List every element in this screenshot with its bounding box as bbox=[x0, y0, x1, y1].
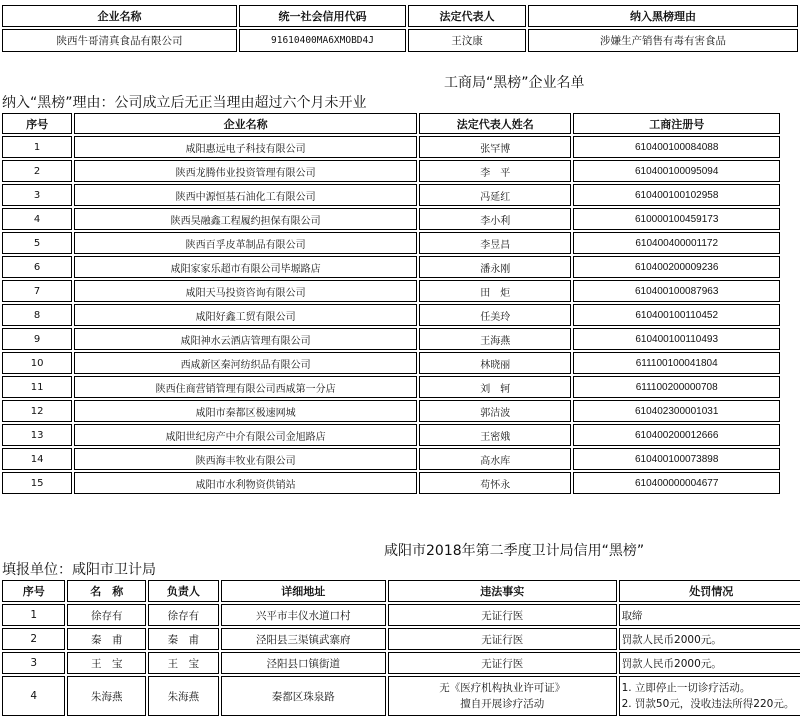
section-title: 工商局“黑榜”企业名单 bbox=[444, 75, 585, 91]
table-row bbox=[2, 280, 780, 302]
person-in-charge: 王 宝 bbox=[148, 652, 219, 674]
registration-number: 611100200000708 bbox=[573, 376, 780, 398]
row-number: 2 bbox=[2, 160, 72, 182]
registration-number: 611100100041804 bbox=[573, 352, 780, 374]
registration-number: 610400200009236 bbox=[573, 256, 780, 278]
violation-fact-line: 无《医疗机构执业许可证》 bbox=[439, 682, 566, 694]
column-header: 违法事实 bbox=[388, 580, 617, 602]
entity-name: 徐存有 bbox=[67, 604, 146, 626]
row-number: 5 bbox=[2, 232, 72, 254]
row-number: 2 bbox=[2, 628, 65, 650]
column-header: 序号 bbox=[2, 113, 72, 134]
registration-number: 610400100087963 bbox=[573, 280, 780, 302]
blacklist-food-table bbox=[0, 3, 800, 54]
credit-code: 91610400MA6XMOBD4J bbox=[239, 29, 406, 52]
violation-fact bbox=[388, 628, 617, 650]
registration-number: 610400400001172 bbox=[573, 232, 780, 254]
company-name: 陕西昊融鑫工程履约担保有限公司 bbox=[74, 208, 417, 230]
penalty-detail bbox=[619, 676, 800, 716]
violation-fact bbox=[388, 604, 617, 626]
column-header: 纳入黑榜理由 bbox=[528, 5, 798, 27]
business-blacklist-table bbox=[0, 111, 782, 496]
row-number: 7 bbox=[2, 280, 72, 302]
table-row bbox=[2, 676, 800, 716]
column-header: 名 称 bbox=[67, 580, 146, 602]
table-header-row bbox=[2, 5, 798, 27]
registration-number: 610402300001031 bbox=[573, 400, 780, 422]
column-header: 统一社会信用代码 bbox=[239, 5, 406, 27]
company-name: 西咸新区秦河纺织品有限公司 bbox=[74, 352, 417, 374]
health-blacklist-table bbox=[0, 578, 800, 718]
penalty-detail bbox=[619, 628, 800, 650]
entity-name: 王 宝 bbox=[67, 652, 146, 674]
violation-fact-line: 无证行医 bbox=[481, 633, 524, 646]
violation-fact-line: 擅自开展诊疗活动 bbox=[460, 698, 545, 710]
company-name: 咸阳市秦都区极速网城 bbox=[74, 400, 417, 422]
row-number: 8 bbox=[2, 304, 72, 326]
table-row bbox=[2, 304, 780, 326]
company-name: 咸阳惠远电子科技有限公司 bbox=[74, 136, 417, 158]
detailed-address: 泾阳县口镇街道 bbox=[221, 652, 386, 674]
legal-rep-name: 任美玲 bbox=[419, 304, 571, 326]
legal-rep-name: 林晓丽 bbox=[419, 352, 571, 374]
table-row bbox=[2, 136, 780, 158]
registration-number: 610400100095094 bbox=[573, 160, 780, 182]
table-row bbox=[2, 328, 780, 350]
legal-rep-name: 李昱昌 bbox=[419, 232, 571, 254]
column-header: 详细地址 bbox=[221, 580, 386, 602]
reporting-unit: 填报单位：咸阳市卫计局 bbox=[2, 562, 156, 578]
table-row bbox=[2, 448, 780, 470]
column-header: 法定代表人 bbox=[408, 5, 526, 27]
row-number: 1 bbox=[2, 604, 65, 626]
legal-rep-name: 李 平 bbox=[419, 160, 571, 182]
legal-rep-name: 郭洁波 bbox=[419, 400, 571, 422]
row-number: 9 bbox=[2, 328, 72, 350]
detailed-address: 兴平市丰仪水道口村 bbox=[221, 604, 386, 626]
table-row bbox=[2, 208, 780, 230]
legal-rep-name: 王密娥 bbox=[419, 424, 571, 446]
table-header-row bbox=[2, 113, 780, 134]
person-in-charge: 徐存有 bbox=[148, 604, 219, 626]
legal-rep-name: 王海燕 bbox=[419, 328, 571, 350]
legal-rep-name: 田 炬 bbox=[419, 280, 571, 302]
table-row bbox=[2, 472, 780, 494]
table-row bbox=[2, 160, 780, 182]
entity-name: 秦 甫 bbox=[67, 628, 146, 650]
table-row bbox=[2, 376, 780, 398]
column-header: 企业名称 bbox=[2, 5, 237, 27]
row-number: 3 bbox=[2, 184, 72, 206]
registration-number: 610400100073898 bbox=[573, 448, 780, 470]
violation-fact-line: 无证行医 bbox=[481, 657, 524, 670]
penalty-detail-line: 罚款人民币2000元。 bbox=[621, 633, 722, 646]
legal-rep-name: 苟怀永 bbox=[419, 472, 571, 494]
legal-rep-name: 李小利 bbox=[419, 208, 571, 230]
person-in-charge: 朱海燕 bbox=[148, 676, 219, 716]
column-header: 工商注册号 bbox=[573, 113, 780, 134]
row-number: 4 bbox=[2, 676, 65, 716]
row-number: 1 bbox=[2, 136, 72, 158]
company-name: 陕西住商营销管理有限公司西咸第一分店 bbox=[74, 376, 417, 398]
entity-name: 朱海燕 bbox=[67, 676, 146, 716]
column-header: 法定代表人姓名 bbox=[419, 113, 571, 134]
detailed-address: 泾阳县三渠镇武寨府 bbox=[221, 628, 386, 650]
company-name: 咸阳天马投资咨询有限公司 bbox=[74, 280, 417, 302]
row-number: 6 bbox=[2, 256, 72, 278]
penalty-detail-line: 1. 立即停止一切诊疗活动。 bbox=[621, 682, 751, 694]
table-row bbox=[2, 184, 780, 206]
company-name: 陕西百孚皮革制品有限公司 bbox=[74, 232, 417, 254]
violation-fact bbox=[388, 652, 617, 674]
table-row bbox=[2, 424, 780, 446]
row-number: 3 bbox=[2, 652, 65, 674]
column-header: 处罚情况 bbox=[619, 580, 800, 602]
legal-rep-name: 潘永刚 bbox=[419, 256, 571, 278]
violation-fact-line: 无证行医 bbox=[481, 609, 524, 622]
registration-number: 610400100102958 bbox=[573, 184, 780, 206]
table-row bbox=[2, 29, 798, 52]
table-row bbox=[2, 232, 780, 254]
penalty-detail bbox=[619, 604, 800, 626]
registration-number: 610400100084088 bbox=[573, 136, 780, 158]
row-number: 12 bbox=[2, 400, 72, 422]
table-header-row bbox=[2, 580, 800, 602]
registration-number: 610400000004677 bbox=[573, 472, 780, 494]
registration-number: 610400100110493 bbox=[573, 328, 780, 350]
registration-number: 610000100459173 bbox=[573, 208, 780, 230]
company-name: 咸阳世纪房产中介有限公司金旭路店 bbox=[74, 424, 417, 446]
company-name: 咸阳神水云酒店管理有限公司 bbox=[74, 328, 417, 350]
table-row bbox=[2, 352, 780, 374]
column-header: 负责人 bbox=[148, 580, 219, 602]
company-name: 咸阳市水利物资供销站 bbox=[74, 472, 417, 494]
detailed-address: 秦都区珠泉路 bbox=[221, 676, 386, 716]
person-in-charge: 秦 甫 bbox=[148, 628, 219, 650]
row-number: 10 bbox=[2, 352, 72, 374]
column-header: 序号 bbox=[2, 580, 65, 602]
legal-rep-name: 张罕博 bbox=[419, 136, 571, 158]
section-title: 咸阳市2018年第二季度卫计局信用“黑榜” bbox=[384, 543, 645, 559]
legal-rep-name: 冯延红 bbox=[419, 184, 571, 206]
company-name: 陕西中源恒基石油化工有限公司 bbox=[74, 184, 417, 206]
penalty-detail bbox=[619, 652, 800, 674]
company-name: 陕西海丰牧业有限公司 bbox=[74, 448, 417, 470]
company-name: 陕西龙腾伟业投资管理有限公司 bbox=[74, 160, 417, 182]
violation-fact bbox=[388, 676, 617, 716]
row-number: 4 bbox=[2, 208, 72, 230]
penalty-detail-line: 2. 罚款50元，没收违法所得220元。 bbox=[621, 698, 795, 710]
table-row bbox=[2, 256, 780, 278]
registration-number: 610400100110452 bbox=[573, 304, 780, 326]
legal-rep-name: 刘 轲 bbox=[419, 376, 571, 398]
company-name: 陕西牛哥清真食品有限公司 bbox=[2, 29, 237, 52]
legal-rep-name: 高水库 bbox=[419, 448, 571, 470]
table-row bbox=[2, 604, 800, 626]
row-number: 14 bbox=[2, 448, 72, 470]
penalty-detail-line: 取缔 bbox=[621, 609, 643, 622]
blacklist-reason: 涉嫌生产销售有毒有害食品 bbox=[528, 29, 798, 52]
table-row bbox=[2, 400, 780, 422]
penalty-detail-line: 罚款人民币2000元。 bbox=[621, 657, 722, 670]
company-name: 咸阳好鑫工贸有限公司 bbox=[74, 304, 417, 326]
company-name: 咸阳家家乐超市有限公司毕塬路店 bbox=[74, 256, 417, 278]
table-row bbox=[2, 652, 800, 674]
row-number: 13 bbox=[2, 424, 72, 446]
blacklist-reason-text: 纳入“黑榜”理由：公司成立后无正当理由超过六个月未开业 bbox=[2, 95, 367, 111]
row-number: 11 bbox=[2, 376, 72, 398]
row-number: 15 bbox=[2, 472, 72, 494]
registration-number: 610400200012666 bbox=[573, 424, 780, 446]
legal-rep: 王汶康 bbox=[408, 29, 526, 52]
table-row bbox=[2, 628, 800, 650]
column-header: 企业名称 bbox=[74, 113, 417, 134]
